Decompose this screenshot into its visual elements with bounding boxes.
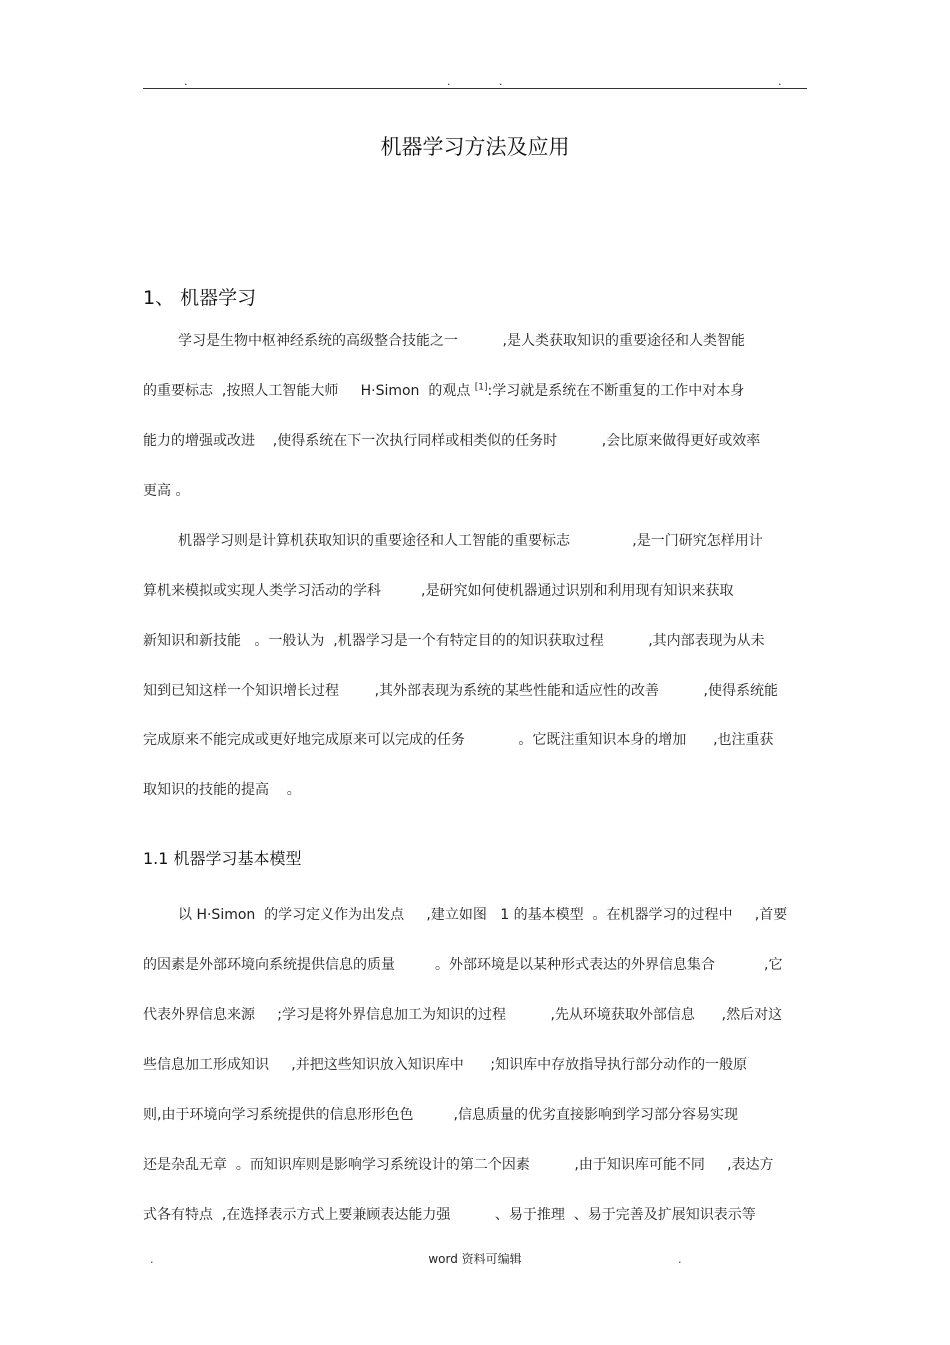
footer-dot: . (678, 1253, 682, 1266)
text-line: 些信息加工形成知识 ,并把这些知识放入知识库中 ;知识库中存放指导执行部分动作的一般原 (143, 1057, 748, 1073)
text-line: 则,由于环境向学习系统提供的信息形形色色 ,信息质量的优劣直接影响到学习部分容易实现 (143, 1107, 738, 1123)
text-line: 能力的增强或改进 ,使得系统在下一次执行同样或相类似的任务时 ,会比原来做得更好或效率 (143, 433, 761, 449)
section-heading-1-1: 1.1 机器学习基本模型 (143, 849, 302, 868)
document-title: 机器学习方法及应用 (380, 135, 570, 159)
header-rule (143, 88, 807, 89)
header-dot: . (447, 75, 451, 88)
text-segment: 的重要标志 ,按照人工智能大师 H·Simon 的观点 (143, 383, 475, 399)
text-line: 还是杂乱无章 。而知识库则是影响学习系统设计的第二个因素 ,由于知识库可能不同 ,表达方 (143, 1157, 774, 1173)
text-line: 新知识和新技能 。一般认为 ,机器学习是一个有特定目的的知识获取过程 ,其内部表现为从未 (143, 633, 765, 649)
header-dot: . (184, 75, 188, 88)
text-line: 学习是生物中枢神经系统的高级整合技能之一 ,是人类获取知识的重要途径和人类智能 (178, 333, 745, 349)
text-line (143, 381, 744, 401)
text-line: 的因素是外部环境向系统提供信息的质量 。外部环境是以某种形式表达的外界信息集合 ,它 (143, 957, 783, 973)
header-dot: . (778, 75, 782, 88)
text-line: 式各有特点 ,在选择表示方式上要兼顾表达能力强 、易于推理 、易于完善及扩展知识表示等 (143, 1207, 756, 1223)
text-line: 知到已知这样一个知识增长过程 ,其外部表现为系统的某些性能和适应性的改善 ,使得系统能 (143, 683, 779, 699)
header-dot: . (499, 75, 503, 88)
footer-text: word 资料可编辑 (428, 1252, 522, 1266)
section-heading-1: 1、 机器学习 (143, 287, 257, 309)
text-line: 取知识的技能的提高 。 (143, 782, 301, 798)
text-segment: :学习就是系统在不断重复的工作中对本身 (487, 383, 745, 399)
text-line: 以 H·Simon 的学习定义作为出发点 ,建立如图 1 的基本模型 。在机器学习的过程中 ,首要 (178, 907, 788, 923)
text-line: 更高 。 (143, 483, 190, 499)
citation-ref: [1] (474, 382, 488, 393)
footer-dot: . (150, 1253, 154, 1266)
text-line: 完成原来不能完成或更好地完成原来可以完成的任务 。它既注重知识本身的增加 ,也注重获 (143, 732, 774, 748)
text-line: 代表外界信息来源 ;学习是将外界信息加工为知识的过程 ,先从环境获取外部信息 ,然后对这 (143, 1007, 783, 1023)
text-line: 算机来模拟或实现人类学习活动的学科 ,是研究如何使机器通过识别和利用现有知识来获取 (143, 583, 734, 599)
text-line: 机器学习则是计算机获取知识的重要途径和人工智能的重要标志 ,是一门研究怎样用计 (178, 533, 763, 549)
